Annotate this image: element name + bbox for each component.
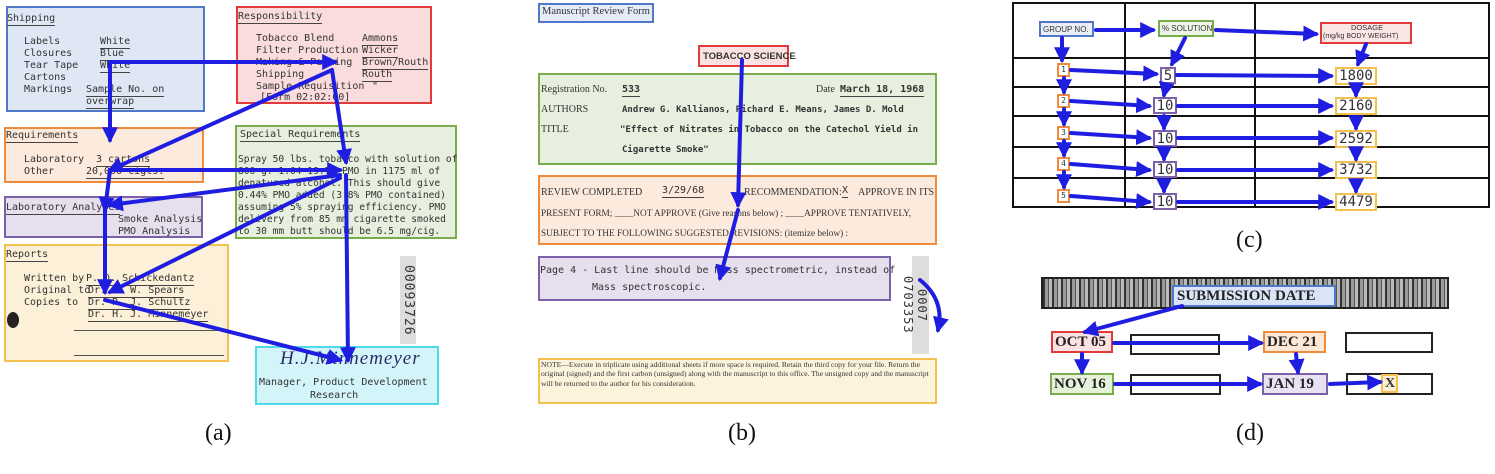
arrow-a-9 bbox=[110, 178, 340, 292]
caption-b: (b) bbox=[728, 420, 756, 446]
shipping-label-1: Closures bbox=[24, 48, 73, 59]
req-value-1: 20,000 cigts. bbox=[86, 166, 165, 177]
special-line-6: to 30 mm butt should be 6.5 mg/cig. bbox=[238, 226, 441, 237]
date-oct: OCT 05 bbox=[1055, 334, 1106, 350]
resp-label-2: Making & Packing bbox=[256, 57, 353, 68]
form-title: Manuscript Review Form bbox=[542, 6, 650, 17]
solution-cell-3: 10 bbox=[1153, 130, 1177, 147]
shipping-title: Shipping bbox=[7, 13, 56, 24]
review-completed-label: REVIEW COMPLETED bbox=[541, 187, 643, 198]
review-line-3: SUBJECT TO THE FOLLOWING SUGGESTED REVISIONS: (itemize below) : bbox=[541, 229, 849, 239]
group-cell-2: 2 bbox=[1057, 94, 1070, 108]
doc-number-a: 00093726 bbox=[400, 256, 416, 344]
date-label: Date bbox=[816, 84, 835, 95]
req-label-1: Other bbox=[24, 166, 55, 177]
reports-title: Reports bbox=[6, 249, 49, 260]
arrow-a-3 bbox=[110, 70, 332, 170]
approve-label: APPROVE IN ITS bbox=[858, 187, 935, 198]
header-dosage-label: DOSAGE bbox=[1351, 23, 1384, 32]
resp-value-1: Wicker bbox=[362, 45, 399, 56]
shipping-extra: overwrap bbox=[86, 96, 135, 107]
header-solution-label: % SOLUTION bbox=[1162, 24, 1213, 33]
dosage-cell-1: 1800 bbox=[1335, 67, 1377, 85]
arrow-c-r4a bbox=[1071, 164, 1149, 170]
arrow-d-6 bbox=[1330, 382, 1380, 384]
group-cell-5: 5 bbox=[1057, 189, 1070, 203]
shipping-label-2: Tear Tape bbox=[24, 60, 79, 71]
lab-analyses-item-1: PMO Analysis bbox=[118, 226, 191, 237]
registration-value: 533 bbox=[622, 84, 641, 95]
resp-value-4: " bbox=[372, 81, 379, 92]
arrow-a-11 bbox=[346, 175, 348, 360]
shipping-value-1: Blue bbox=[100, 48, 125, 59]
special-line-2: denatured alcohol. This should give bbox=[238, 178, 441, 189]
submission-header: SUBMISSION DATE bbox=[1177, 288, 1316, 304]
resp-form: [Form 02:02:00] bbox=[260, 92, 351, 103]
arrow-a-2 bbox=[110, 62, 335, 140]
resp-value-0: Ammons bbox=[362, 33, 399, 44]
header-dosage-unit: (mg/kg BODY WEIGHT) bbox=[1323, 33, 1399, 40]
special-line-5: delivery from 85 mm cigarette smoked bbox=[238, 214, 446, 225]
special-title: Special Requirements bbox=[240, 129, 361, 140]
header-group-label: GROUP NO. bbox=[1043, 25, 1089, 34]
arrow-c-h2 bbox=[1216, 30, 1316, 34]
signature-dept: Research bbox=[310, 390, 359, 401]
recommendation-mark: X bbox=[842, 185, 849, 196]
arrow-c-r1a bbox=[1071, 70, 1156, 74]
group-cell-1: 1 bbox=[1057, 63, 1070, 77]
caption-d: (d) bbox=[1236, 420, 1264, 446]
special-line-1: 800 g. 1.04 19.7% PMO in 1175 ml of bbox=[238, 166, 441, 177]
revision-line-2: Mass spectroscopic. bbox=[592, 282, 707, 293]
resp-value-2: Brown/Routh bbox=[362, 57, 429, 68]
arrow-b-2 bbox=[720, 210, 738, 278]
authors-label: AUTHORS bbox=[541, 104, 589, 115]
group-cell-4: 4 bbox=[1057, 157, 1070, 171]
shipping-value-4: Sample No. on bbox=[86, 84, 165, 95]
dosage-cell-4: 3732 bbox=[1335, 161, 1377, 179]
resp-label-1: Filter Production bbox=[256, 45, 359, 56]
date-dec: DEC 21 bbox=[1267, 334, 1318, 350]
arrow-b-1 bbox=[738, 60, 742, 205]
date-jan: JAN 19 bbox=[1266, 376, 1314, 392]
signature: H.J.Minnemeyer bbox=[280, 348, 421, 369]
resp-value-3: Routh bbox=[362, 69, 393, 80]
authors-value: Andrew G. Kallianos, Richard E. Means, James D. Mold bbox=[622, 105, 904, 115]
arrow-c-v2 bbox=[1172, 38, 1185, 64]
special-line-0: Spray 50 lbs. tobacco with solution of bbox=[238, 154, 458, 165]
shipping-label-4: Markings bbox=[24, 84, 73, 95]
req-label-0: Laboratory bbox=[24, 154, 85, 165]
title-value-1: "Effect of Nitrates in Tobacco on the Catechol Yield in bbox=[620, 125, 919, 135]
arrow-c-r2a bbox=[1071, 101, 1149, 106]
doc-number-b: 0007 0703353 bbox=[912, 256, 929, 354]
review-line-2: PRESENT FORM; ____NOT APPROVE (Give reasons below) ; ____APPROVE TENTATIVELY, bbox=[541, 209, 912, 219]
special-line-3: 0.44% PMO added (3.8% PMO contained) bbox=[238, 190, 446, 201]
reports-label-2: Copies to bbox=[24, 297, 79, 308]
date-value: March 18, 1968 bbox=[840, 84, 925, 95]
note-text: NOTE—Execute in triplicate using additional sheets if more space is required. Retain the third copy for your file. Return the original (signed) and the first carbon (unsigned) along with the manuscript to this office. The unsigned copy and the manuscript will be returned to the author for his consideration. bbox=[541, 360, 929, 388]
dosage-cell-5: 4479 bbox=[1335, 193, 1377, 211]
reports-value-2: Dr. R. J. Schultz bbox=[88, 297, 191, 308]
solution-cell-5: 10 bbox=[1153, 193, 1177, 210]
arrow-c-r1b bbox=[1177, 75, 1331, 76]
shipping-label-3: Cartons bbox=[24, 72, 67, 83]
resp-label-4: Sample Requisition bbox=[256, 81, 365, 92]
solution-cell-4: 10 bbox=[1153, 161, 1177, 178]
caption-c: (c) bbox=[1236, 227, 1263, 253]
dosage-cell-3: 2592 bbox=[1335, 130, 1377, 148]
solution-cell-2: 10 bbox=[1153, 97, 1177, 114]
arrow-c-r5a bbox=[1071, 196, 1149, 202]
science-label: TOBACCO SCIENCE bbox=[703, 51, 796, 62]
caption-a: (a) bbox=[205, 420, 232, 446]
recommendation-label: RECOMMENDATION: bbox=[744, 187, 842, 198]
resp-label-3: Shipping bbox=[256, 69, 305, 80]
review-completed-value: 3/29/68 bbox=[662, 185, 705, 196]
signature-title: Manager, Product Development bbox=[259, 377, 428, 388]
special-line-4: assuming 5% spraying efficiency. PMO bbox=[238, 202, 446, 213]
responsibility-title: Responsibility bbox=[238, 11, 323, 22]
arrow-a-7 bbox=[110, 175, 340, 205]
arrow-b-3 bbox=[920, 280, 940, 330]
arrow-d-4 bbox=[1296, 354, 1298, 372]
lab-analyses-item-0: Smoke Analysis bbox=[118, 214, 203, 225]
arrow-a-10 bbox=[105, 300, 340, 360]
resp-label-0: Tobacco Blend bbox=[256, 33, 335, 44]
group-cell-3: 3 bbox=[1057, 126, 1070, 140]
lab-analyses-title: Laboratory Analyses bbox=[6, 202, 121, 213]
arrow-c-v3 bbox=[1358, 44, 1366, 64]
arrow-c-s1 bbox=[1164, 86, 1166, 95]
solution-cell-1: 5 bbox=[1160, 67, 1176, 84]
registration-label: Registration No. bbox=[541, 84, 608, 95]
reports-value-0: P. D. Schickedantz bbox=[86, 273, 195, 284]
reports-label-0: Written by bbox=[24, 273, 85, 284]
shipping-value-0: White bbox=[100, 36, 131, 47]
title-value-2: Cigarette Smoke" bbox=[622, 145, 709, 155]
req-value-0: 3 cartons bbox=[96, 154, 151, 165]
dosage-cell-2: 2160 bbox=[1335, 97, 1377, 115]
reports-value-3: Dr. H. J. Minnemeyer bbox=[88, 309, 209, 320]
revision-line-1: Page 4 - Last line should be Mass spectrometric, instead of bbox=[540, 265, 896, 276]
arrow-c-r3a bbox=[1071, 133, 1149, 138]
arrow-a-4 bbox=[332, 70, 346, 162]
reports-value-1: Dr. A. W. Spears bbox=[88, 285, 185, 296]
reports-label-1: Original to bbox=[24, 285, 91, 296]
title-label: TITLE bbox=[541, 124, 569, 135]
shipping-label-0: Labels bbox=[24, 36, 61, 47]
requirements-title: Requirements bbox=[6, 130, 79, 141]
date-nov: NOV 16 bbox=[1054, 376, 1106, 392]
shipping-value-2: White bbox=[100, 60, 131, 71]
arrow-d-1 bbox=[1085, 306, 1182, 332]
mark-x: X bbox=[1385, 376, 1396, 391]
